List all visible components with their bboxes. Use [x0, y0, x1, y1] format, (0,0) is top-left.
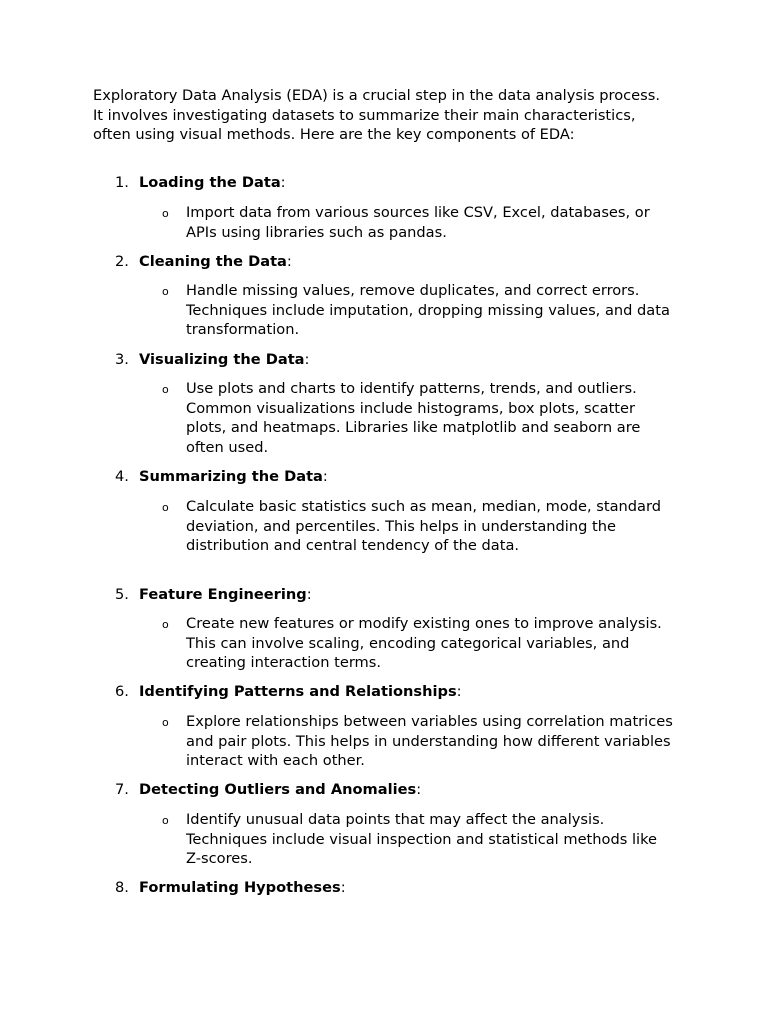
list-item-2-title: Cleaning the Data	[139, 253, 287, 270]
list-item-3-title: Visualizing the Data	[139, 351, 305, 368]
list-item-6-colon: :	[456, 683, 462, 700]
list-item-3-colon: :	[304, 351, 310, 368]
list-item-8-title: Formulating Hypotheses	[139, 879, 341, 896]
list-item-8-colon: :	[340, 879, 346, 896]
list-item-2-colon: :	[286, 253, 292, 270]
list-item-5-title: Feature Engineering	[139, 586, 307, 603]
list-item-7-title: Detecting Outliers and Anomalies	[139, 781, 417, 798]
list-item-5-colon: :	[306, 586, 312, 603]
intro-paragraph: Exploratory Data Analysis (EDA) is a crucial step in the data analysis process. It involves investigating datasets to summarize their main characteristics, often using visual methods. Here are the key components of EDA:	[93, 87, 660, 144]
list-item-1-title: Loading the Data	[139, 174, 281, 191]
list-item-3-detail: Use plots and charts to identify patterns, trends, and outliers. Common visualizations include histograms, box plots, scatter plots, and heatmaps. Libraries like matplotlib and seaborn are often used.	[186, 380, 641, 456]
list-item-1-colon: :	[280, 174, 286, 191]
list-item-4-heading	[115, 467, 675, 487]
list-item-4-title: Summarizing the Data	[139, 468, 323, 485]
list-item-1-detail: Import data from various sources like CSV, Excel, databases, or APIs using libraries such as pandas.	[186, 204, 650, 241]
list-item-3-number: 3.	[115, 351, 129, 368]
bullet-icon: o	[162, 501, 169, 514]
list-item-5-number: 5.	[115, 586, 129, 603]
bullet-icon: o	[162, 383, 169, 396]
list-item-7-colon: :	[416, 781, 422, 798]
list-item-7-heading	[115, 780, 675, 800]
list-item-6-title: Identifying Patterns and Relationships	[139, 683, 457, 700]
list-item-5-detail: Create new features or modify existing ones to improve analysis. This can involve scaling, encoding categorical variables, and creating interaction terms.	[186, 615, 662, 672]
list-item-1-heading	[115, 173, 675, 193]
bullet-icon: o	[162, 716, 169, 729]
list-item-3-heading	[115, 350, 675, 370]
bullet-icon: o	[162, 285, 169, 298]
list-item-2-detail: Handle missing values, remove duplicates, and correct errors. Techniques include imputation, dropping missing values, and data transformation.	[186, 282, 670, 339]
list-item-6-heading	[115, 682, 675, 702]
list-item-7-detail: Identify unusual data points that may affect the analysis. Techniques include visual inspection and statistical methods like Z-scores.	[186, 811, 657, 868]
list-item-7-number: 7.	[115, 781, 129, 798]
list-item-8-heading	[115, 878, 675, 898]
bullet-icon: o	[162, 618, 169, 631]
list-item-4-colon: :	[322, 468, 328, 485]
list-item-6-detail: Explore relationships between variables using correlation matrices and pair plots. This helps in understanding how different variables interact with each other.	[186, 713, 673, 770]
bullet-icon: o	[162, 814, 169, 827]
list-item-1-number: 1.	[115, 174, 129, 191]
list-item-4-detail: Calculate basic statistics such as mean, median, mode, standard deviation, and percentiles. This helps in understanding the distribution and central tendency of the data.	[186, 498, 662, 555]
list-item-5-heading	[115, 585, 675, 605]
bullet-icon: o	[162, 207, 169, 220]
list-item-6-number: 6.	[115, 683, 129, 700]
list-item-4-number: 4.	[115, 468, 129, 485]
list-item-2-heading	[115, 252, 675, 272]
list-item-2-number: 2.	[115, 253, 129, 270]
list-item-8-number: 8.	[115, 879, 129, 896]
